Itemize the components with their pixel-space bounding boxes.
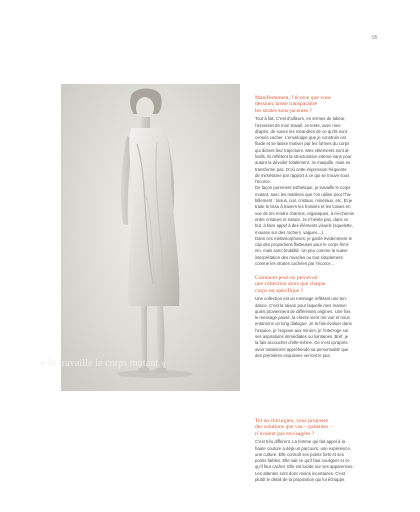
page-number: 95 xyxy=(372,35,378,41)
answer-text: Tout à fait. C’est d’ailleurs, en termes de labeur, l’essentiel de mon travail. Je tente, avec mes drapés, de suivre les méandres de ce qu’ils sont censés cacher. L’enveloppe que je construis est fluide et se laisse motiver par les formes du corps qui dictent leur trajectoire. Mes vêtements sont al- lusifs, ils reflètent la structuration interne sans pour autant la dévoiler totalement. Je maquille, mais ne transforme pas. D’où cette impression fréquente de mimétisme par rapport à ce qui se trouve sous l’écorce. De façon purement esthétique, je travaille le corps mutant, avec les matières que l’on utilise pour l’ha- billement : tissus, cuir, cristaux, minéraux, etc. Et je traite le tissu à travers les froissés et les losses en vue de les rendre charnus, organiques, à mi-chemin entre créature et nature. Je n’hésite pas, dans ce but, à faire appel à des éléments visuels (squelette, mousse sur des rochers, vagues…). Dans ces métamorphoses, je garde évidemment le cap des proportions flatteuses pour le corps fémi- nin, mais sans brutalité. Un peu comme la suave interprétation des muscles ou tout simplement comme les strates cachées par l’écorce… xyxy=(255,116,355,267)
question-heading: Comment peut-on percevoir une collection alors que chaque corps est spécifique ? xyxy=(255,275,326,294)
model-figure-illustration xyxy=(61,84,240,391)
question-heading: Manifestement, l’écorce que vous dessinez laisse transparaître les strates sous-jacentes ? xyxy=(255,95,331,114)
interview-section-3 xyxy=(255,418,380,483)
answer-text: Une collection est un message reflétant une ten- dance. C’est la raison pour laquelle mes manne- quins proviennent de différentes origines. Une fois le message passé, la cliente vient me voir et nous entamons un long dialogue. Je la fais évoluer dans l’espace, je l’expose aux miroirs, je l’interroge sur ses aspirations immédiates ou lointaines. Bref, je la fais accoucher d’elle-même. Ce n’est qu’après avoir totalement appréhendé sa personnalité que des premières esquisses verront le jour. xyxy=(255,296,352,358)
pull-quote: « Je travaille le corps mutant » xyxy=(40,358,166,369)
answer-text: C’est très différent. La femme qui fait appel à la haute couture a déjà un parcours, une expérience, une culture. Elle connaît ses points forts et ses points faibles. Elle sait ce qu’il faut souligner et ce qu’il faut cacher. Elle est lucide sur ses apparences. Les attentes sont donc moins incertaines. C’est plutôt le détail de la proposition qui lui échappe. xyxy=(255,439,354,482)
interview-section-2 xyxy=(255,275,380,359)
fashion-photo xyxy=(61,84,240,391)
question-heading: Tel un chirurgien, vous proposez des solutions que vos – patientes – n’avaient pas envisagées ? xyxy=(255,418,333,437)
interview-section-1 xyxy=(255,95,380,267)
